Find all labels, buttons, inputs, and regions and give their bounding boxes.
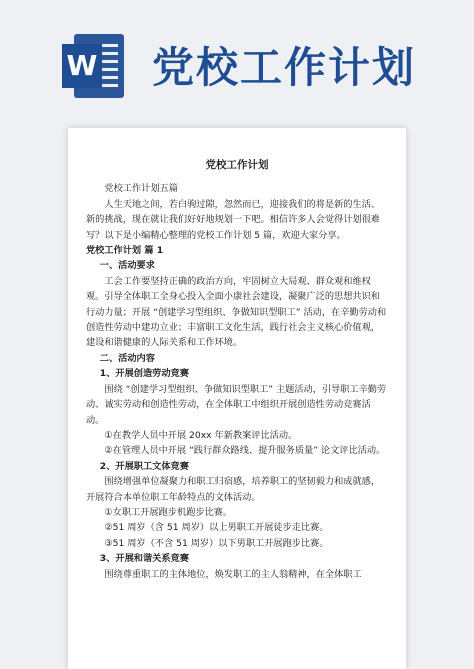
paragraph: ①女职工开展跑步机跑步比赛。 bbox=[104, 506, 233, 518]
section-heading: 1、开展创造劳动竞赛 bbox=[99, 368, 189, 380]
section-heading: 党校工作计划 篇 1 bbox=[86, 245, 164, 257]
document-paragraphs bbox=[86, 181, 388, 582]
paragraph: 围绕 “创建学习型组织、争做知识型职工” 主题活动，引导职工辛勤劳动、诚实劳动和创造性劳动，在全体职工中组织开展创造性劳动竞赛活动。 bbox=[86, 383, 387, 426]
paragraph: 工会工作要坚持正确的政治方向，牢固树立大局观、群众观和维权观。引导全体职工全身心投入全面小康社会建设，凝聚广泛的思想共识和行动力量；开展 “创建学习型组织、争做知识型职工” 活动，在辛勤劳动和创造性劳动中建功立业；丰富职工文化生活，践行社会主义核心价值观，建设和谐健康的人际关系和工作环境。 bbox=[86, 275, 387, 349]
paragraph: 人生天地之间，若白驹过隙，忽然而已，迎接我们的将是新的生活、新的挑战，现在就让我们好好地规划一下吧。相信许多人会觉得计划很难写？以下是小编精心整理的党校工作计划 5 篇，欢迎大家分享。 bbox=[86, 198, 381, 241]
section-heading: 2、开展职工文体竞赛 bbox=[99, 460, 189, 472]
paragraph: ②在管理人员中开展 “践行群众路线、提升服务质量” 论文评比活动。 bbox=[104, 445, 386, 457]
paragraph: 党校工作计划五篇 bbox=[104, 183, 178, 195]
paragraph: ②51 周岁（含 51 周岁）以上男职工开展徒步走比赛。 bbox=[104, 522, 329, 534]
paragraph: 围绕尊重职工的主体地位，焕发职工的主人翁精神，在全体职工 bbox=[104, 568, 362, 580]
document-title: 党校工作计划 bbox=[205, 159, 269, 171]
paragraph: ③51 周岁（不含 51 周岁）以下男职工开展跑步比赛。 bbox=[104, 537, 329, 549]
document-page bbox=[68, 128, 406, 669]
paragraph: 围绕增强单位凝聚力和职工归宿感，培养职工的坚韧毅力和成就感，开展符合本单位职工年龄特点的文体活动。 bbox=[86, 476, 381, 503]
paragraph: ①在教学人员中开展 20xx 年新教案评比活动。 bbox=[104, 429, 298, 441]
banner-title: 党校工作计划 bbox=[152, 43, 417, 92]
section-heading: 二、活动内容 bbox=[99, 352, 155, 364]
section-heading: 3、开展和谐关系竞赛 bbox=[99, 553, 189, 565]
word-logo-letter: W bbox=[62, 44, 102, 88]
section-heading: 一、活动要求 bbox=[99, 260, 155, 272]
header-banner bbox=[0, 0, 474, 110]
word-app-icon bbox=[62, 34, 130, 98]
document-body bbox=[86, 158, 388, 582]
